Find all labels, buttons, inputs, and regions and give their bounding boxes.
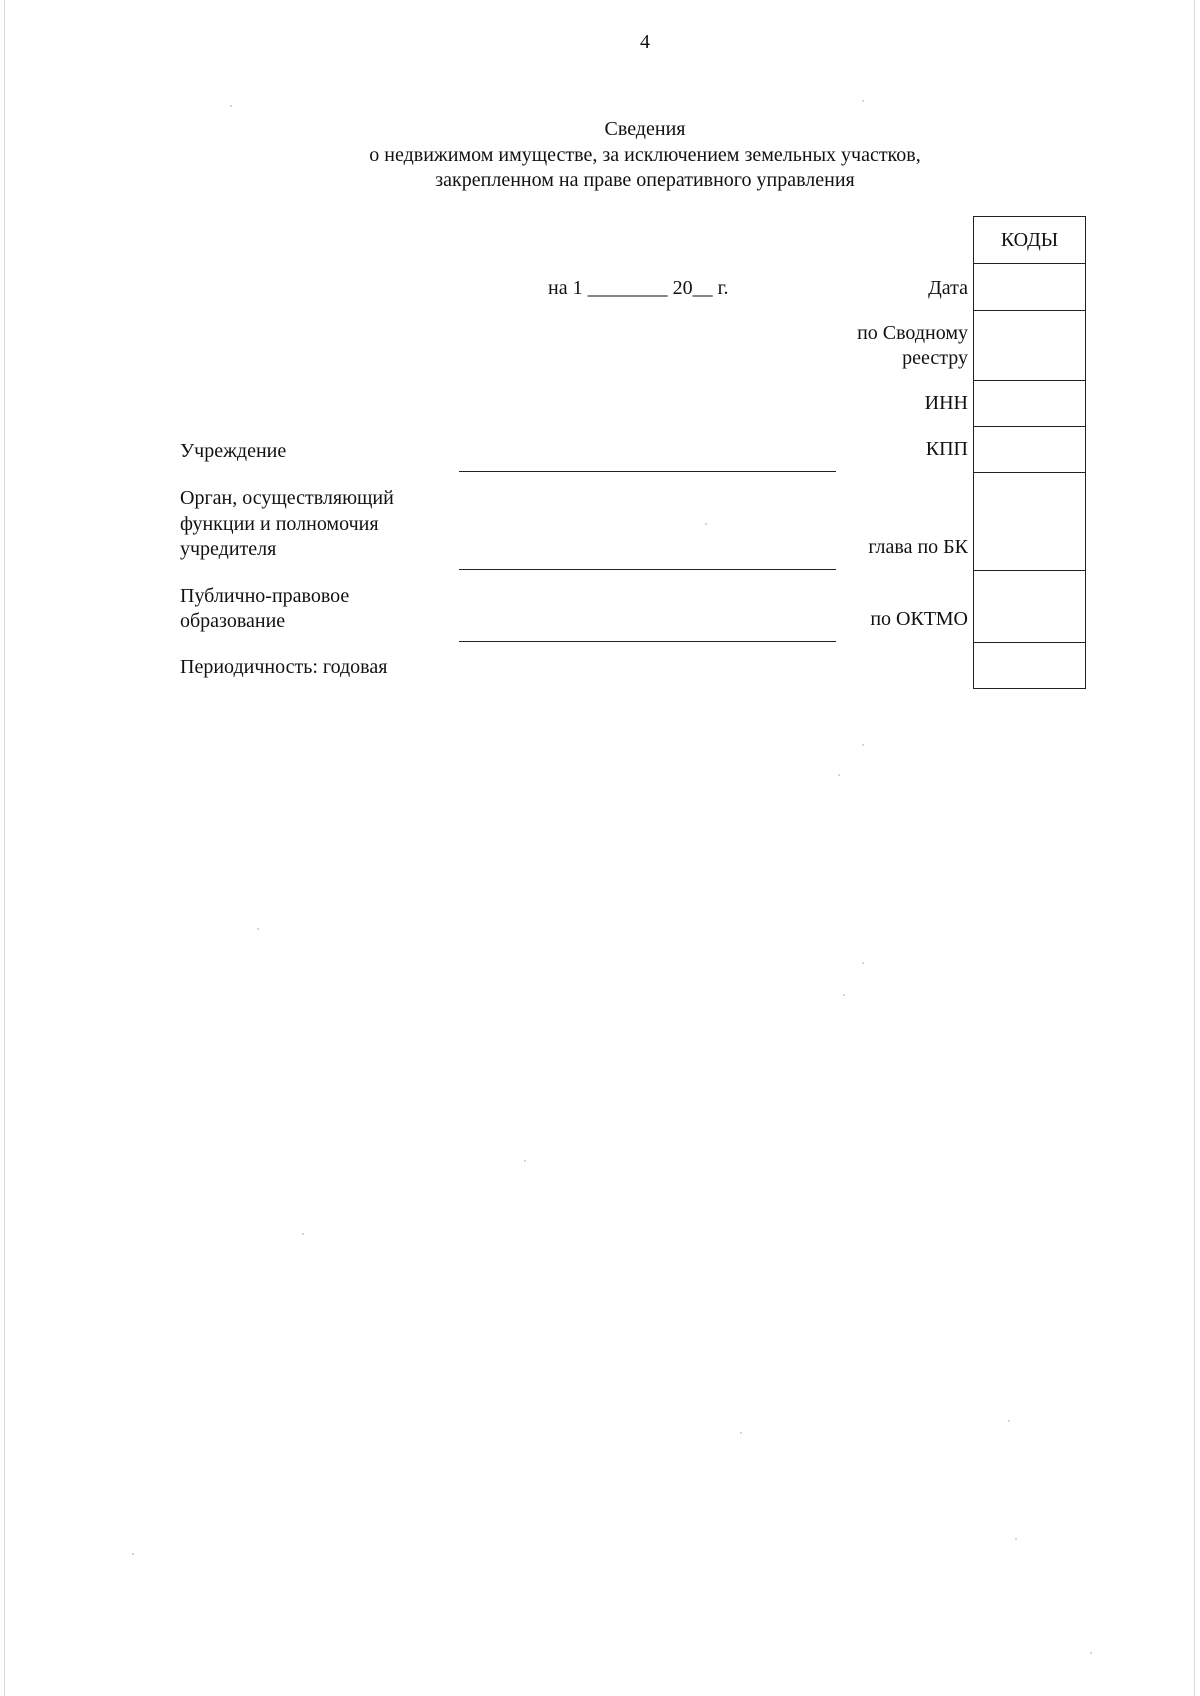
scan-speck	[705, 523, 707, 525]
periodicity-code-cell[interactable]	[974, 642, 1085, 688]
oktmo-code-cell[interactable]	[974, 570, 1085, 642]
document-title: Сведения	[604, 118, 686, 140]
codes-header: КОДЫ	[1000, 228, 1059, 251]
scan-speck	[302, 1233, 304, 1235]
inn-label: ИНН	[924, 392, 968, 414]
founder-label-line-3: учредителя	[180, 538, 277, 560]
date-code-cell[interactable]	[974, 263, 1085, 310]
document-subtitle-line-2: закрепленном на праве оперативного управления	[435, 169, 855, 191]
scan-speck	[862, 962, 864, 964]
scan-speck	[132, 1553, 134, 1555]
report-date-line: на 1 ________ 20__ г.	[548, 277, 729, 299]
founder-label-line-2: функции и полномочия	[180, 513, 379, 535]
document-subtitle-line-1: о недвижимом имуществе, за исключением земельных участков,	[369, 144, 921, 166]
public-entity-label-line-1: Публично-правовое	[180, 585, 350, 607]
codes-table	[973, 216, 1086, 689]
scan-speck	[257, 928, 259, 930]
founder-label-line-1: Орган, осуществляющий	[180, 487, 394, 509]
public-entity-field-line[interactable]	[459, 641, 836, 642]
codes-header-cell	[974, 217, 1085, 263]
public-entity-label-line-2: образование	[180, 610, 286, 632]
scan-speck	[1008, 1420, 1010, 1422]
scan-speck	[1015, 1538, 1017, 1540]
chapter-bk-label: глава по БК	[868, 536, 968, 558]
institution-field-line[interactable]	[459, 471, 836, 472]
registry-label-line-2: реестру	[902, 347, 968, 369]
scan-speck	[843, 994, 845, 996]
scan-speck	[862, 744, 864, 746]
inn-code-cell[interactable]	[974, 380, 1085, 426]
page-edge-right	[1194, 0, 1195, 1696]
founder-field-line[interactable]	[459, 569, 836, 570]
page-number: 4	[640, 31, 650, 53]
scan-speck	[230, 105, 232, 107]
registry-label-line-1: по Сводному	[857, 322, 968, 344]
periodicity-label: Периодичность: годовая	[180, 656, 388, 678]
scan-speck	[524, 1160, 526, 1162]
page-edge-left	[4, 0, 5, 1696]
scan-speck	[838, 774, 840, 776]
scan-speck	[862, 100, 864, 102]
institution-label: Учреждение	[180, 440, 287, 462]
kpp-code-cell[interactable]	[974, 426, 1085, 472]
scan-speck	[740, 1432, 742, 1434]
registry-code-cell[interactable]	[974, 310, 1085, 380]
scan-speck	[1090, 1652, 1092, 1654]
kpp-label: КПП	[925, 438, 968, 460]
chapter-bk-code-cell[interactable]	[974, 472, 1085, 570]
date-label: Дата	[928, 277, 968, 299]
oktmo-label: по ОКТМО	[870, 608, 968, 630]
